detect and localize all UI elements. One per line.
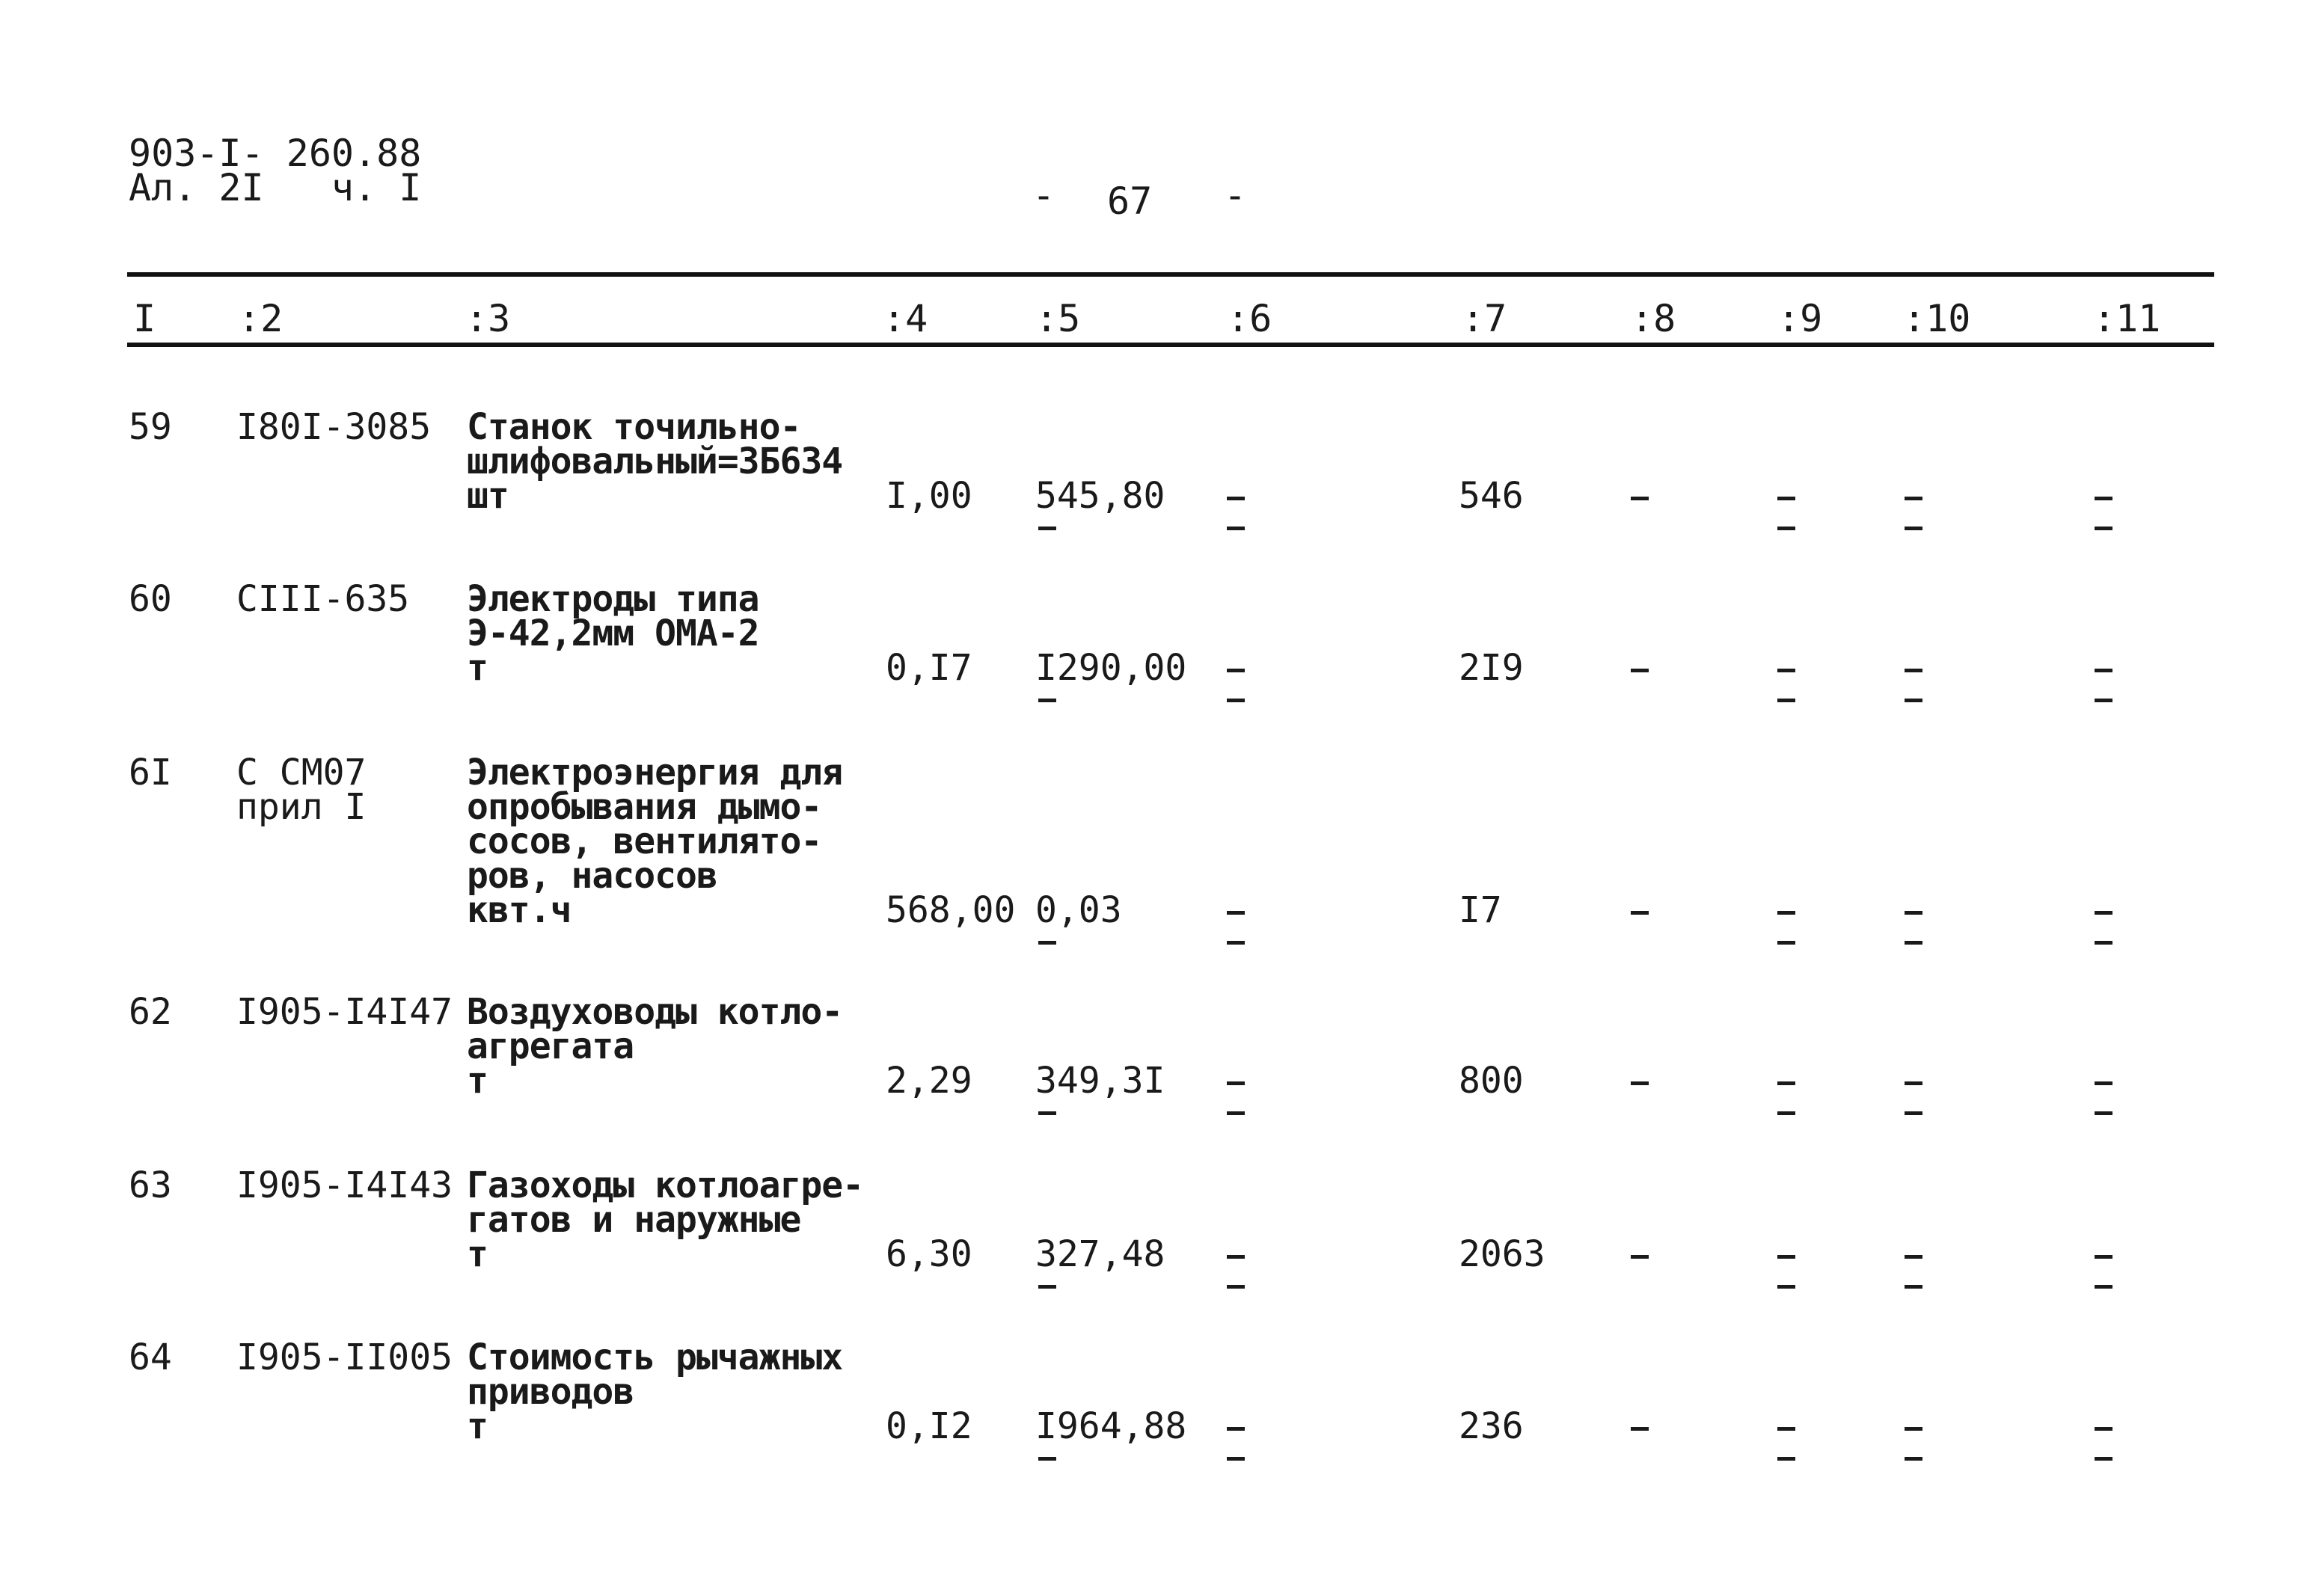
unit-price-value: 545,80 xyxy=(1035,475,1165,517)
price-code: С СМ07 xyxy=(236,752,367,794)
empty-dash-col6-sub xyxy=(1227,941,1245,945)
empty-dash-col6 xyxy=(1227,1427,1245,1431)
unit-price-value: 327,48 xyxy=(1035,1233,1165,1275)
empty-dash-col11 xyxy=(2095,911,2112,915)
item-description: квт.ч xyxy=(467,889,572,931)
empty-dash-col11-sub xyxy=(2095,527,2112,530)
row-number: 6I xyxy=(129,752,172,794)
empty-dash-col9 xyxy=(1777,1081,1795,1085)
page-number: 67 xyxy=(1107,179,1153,223)
column-header-1: I xyxy=(133,297,156,340)
empty-dash-col6 xyxy=(1227,497,1245,500)
empty-dash-col6-sub xyxy=(1227,1285,1245,1289)
total-value: I7 xyxy=(1459,889,1502,931)
column-header-2: :2 xyxy=(238,297,284,340)
item-description: Электроды типа xyxy=(467,578,759,620)
empty-dash-col6-sub xyxy=(1227,699,1245,702)
item-description: Стоимость рычажных xyxy=(467,1336,843,1378)
empty-dash-col6 xyxy=(1227,1081,1245,1085)
empty-dash-col11-sub xyxy=(2095,941,2112,945)
price-code: CIII-635 xyxy=(236,578,410,620)
empty-dash-col9-sub xyxy=(1777,527,1795,530)
total-value: 2I9 xyxy=(1459,647,1524,689)
column-header-7: :7 xyxy=(1462,297,1507,340)
unit-price-value: I290,00 xyxy=(1035,647,1187,689)
empty-dash-col9 xyxy=(1777,1255,1795,1259)
empty-dash-col6 xyxy=(1227,669,1245,672)
empty-dash-col9 xyxy=(1777,497,1795,500)
empty-dash-col8 xyxy=(1631,1255,1649,1259)
item-description: агрегата xyxy=(467,1025,634,1067)
empty-dash-col5-sub xyxy=(1038,1285,1056,1289)
empty-dash-col9-sub xyxy=(1777,1457,1795,1461)
table-top-rule xyxy=(127,272,2214,277)
item-description: приводов xyxy=(467,1371,634,1413)
total-value: 800 xyxy=(1459,1060,1524,1102)
sheet-reference: Ал. 2I ч. I xyxy=(129,166,422,209)
price-code: I905-I4I43 xyxy=(236,1164,453,1206)
price-code: I80I-3085 xyxy=(236,406,432,448)
quantity-value: 0,I2 xyxy=(886,1405,972,1447)
item-description: т xyxy=(467,1405,488,1447)
row-number: 60 xyxy=(129,578,172,620)
empty-dash-col10 xyxy=(1905,669,1922,672)
item-description: ров, насосов xyxy=(467,855,717,897)
empty-dash-col11 xyxy=(2095,1255,2112,1259)
empty-dash-col11-sub xyxy=(2095,1285,2112,1289)
empty-dash-col9-sub xyxy=(1777,941,1795,945)
empty-dash-col11-sub xyxy=(2095,1457,2112,1461)
item-description: Воздуховоды котло- xyxy=(467,991,843,1033)
total-value: 236 xyxy=(1459,1405,1524,1447)
empty-dash-col5-sub xyxy=(1038,527,1056,530)
empty-dash-col6-sub xyxy=(1227,527,1245,530)
item-description: шт xyxy=(467,475,509,517)
empty-dash-col5-sub xyxy=(1038,941,1056,945)
empty-dash-col6 xyxy=(1227,1255,1245,1259)
empty-dash-col5-sub xyxy=(1038,1457,1056,1461)
price-code: I905-I4I47 xyxy=(236,991,453,1033)
empty-dash-col10 xyxy=(1905,1427,1922,1431)
item-description: шлифовальный=3Б634 xyxy=(467,441,843,482)
empty-dash-col5-sub xyxy=(1038,1111,1056,1115)
item-description: Электроэнергия для xyxy=(467,752,843,794)
unit-price-value: I964,88 xyxy=(1035,1405,1187,1447)
item-description: Станок точильно- xyxy=(467,406,801,448)
empty-dash-col9-sub xyxy=(1777,699,1795,702)
price-code: I905-II005 xyxy=(236,1336,453,1378)
column-header-3: :3 xyxy=(465,297,511,340)
empty-dash-col10-sub xyxy=(1905,1457,1922,1461)
empty-dash-col8 xyxy=(1631,497,1649,500)
item-description: сосов, вентилято- xyxy=(467,820,822,862)
empty-dash-col10 xyxy=(1905,911,1922,915)
empty-dash-col8 xyxy=(1631,1427,1649,1431)
empty-dash-col9-sub xyxy=(1777,1285,1795,1289)
empty-dash-col11 xyxy=(2095,1427,2112,1431)
page-dash-left: - xyxy=(1032,174,1055,217)
row-number: 62 xyxy=(129,991,172,1033)
item-description: Э-42,2мм ОМА-2 xyxy=(467,613,759,654)
total-value: 546 xyxy=(1459,475,1524,517)
row-number: 63 xyxy=(129,1164,172,1206)
page-dash-right: - xyxy=(1224,174,1247,217)
empty-dash-col6-sub xyxy=(1227,1111,1245,1115)
column-header-9: :9 xyxy=(1777,297,1823,340)
column-header-6: :6 xyxy=(1227,297,1272,340)
empty-dash-col10 xyxy=(1905,1255,1922,1259)
total-value: 2063 xyxy=(1459,1233,1545,1275)
empty-dash-col10-sub xyxy=(1905,941,1922,945)
empty-dash-col8 xyxy=(1631,911,1649,915)
column-header-10: :10 xyxy=(1903,297,1971,340)
empty-dash-col11 xyxy=(2095,669,2112,672)
empty-dash-col10-sub xyxy=(1905,527,1922,530)
column-header-11: :11 xyxy=(2093,297,2161,340)
price-code: прил I xyxy=(236,786,367,828)
empty-dash-col10 xyxy=(1905,497,1922,500)
empty-dash-col11 xyxy=(2095,497,2112,500)
column-header-5: :5 xyxy=(1035,297,1081,340)
empty-dash-col10-sub xyxy=(1905,1111,1922,1115)
empty-dash-col9 xyxy=(1777,911,1795,915)
quantity-value: 2,29 xyxy=(886,1060,972,1102)
item-description: гатов и наружные xyxy=(467,1199,801,1241)
item-description: опробывания дымо- xyxy=(467,786,822,828)
empty-dash-col6 xyxy=(1227,911,1245,915)
table-header-rule xyxy=(127,343,2214,347)
empty-dash-col5-sub xyxy=(1038,699,1056,702)
item-description: Газоходы котлоагре- xyxy=(467,1164,864,1206)
empty-dash-col8 xyxy=(1631,1081,1649,1085)
empty-dash-col10-sub xyxy=(1905,699,1922,702)
row-number: 64 xyxy=(129,1336,172,1378)
quantity-value: I,00 xyxy=(886,475,972,517)
empty-dash-col10 xyxy=(1905,1081,1922,1085)
quantity-value: 568,00 xyxy=(886,889,1016,931)
item-description: т xyxy=(467,1233,488,1275)
empty-dash-col9 xyxy=(1777,1427,1795,1431)
empty-dash-col11-sub xyxy=(2095,1111,2112,1115)
row-number: 59 xyxy=(129,406,172,448)
item-description: т xyxy=(467,1060,488,1102)
empty-dash-col9 xyxy=(1777,669,1795,672)
empty-dash-col8 xyxy=(1631,669,1649,672)
column-header-8: :8 xyxy=(1631,297,1676,340)
empty-dash-col6-sub xyxy=(1227,1457,1245,1461)
item-description: т xyxy=(467,647,488,689)
unit-price-value: 0,03 xyxy=(1035,889,1122,931)
document-code: 903-I- 260.88 xyxy=(129,132,422,175)
empty-dash-col10-sub xyxy=(1905,1285,1922,1289)
column-header-4: :4 xyxy=(883,297,928,340)
empty-dash-col11-sub xyxy=(2095,699,2112,702)
quantity-value: 0,I7 xyxy=(886,647,972,689)
unit-price-value: 349,3I xyxy=(1035,1060,1165,1102)
quantity-value: 6,30 xyxy=(886,1233,972,1275)
empty-dash-col9-sub xyxy=(1777,1111,1795,1115)
empty-dash-col11 xyxy=(2095,1081,2112,1085)
